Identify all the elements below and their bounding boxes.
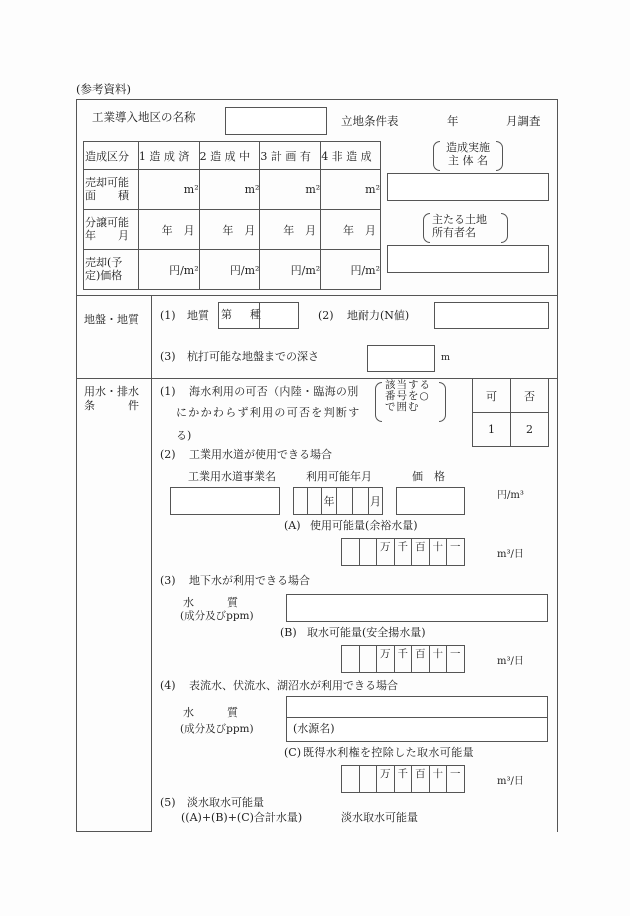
water-item1-number: (1) — [160, 385, 176, 398]
column-header-in-development: 2 造 成 中 — [199, 142, 260, 170]
sale-date-cell[interactable]: 年 月 — [138, 210, 199, 250]
sub-label-c-number: (C) — [284, 746, 301, 759]
digit-cell[interactable] — [359, 766, 377, 793]
groundwater-quality-input[interactable] — [286, 594, 548, 622]
digit-cell[interactable] — [342, 766, 360, 793]
sale-price-cell[interactable]: 円/m² — [321, 250, 381, 290]
available-date-input[interactable] — [293, 487, 383, 515]
water-item5-title: 淡水取水可能量 — [187, 796, 264, 809]
ground-item3-number: (3) — [160, 350, 176, 363]
sub-label-b: 取水可能量(安全揚水量) — [307, 626, 426, 639]
label-cell-bottom-border — [76, 831, 152, 832]
table-row — [84, 210, 381, 250]
year-char: 年 — [322, 488, 337, 515]
table-row — [84, 142, 381, 170]
quantity-b-digits[interactable] — [341, 645, 465, 673]
industrial-water-name-input[interactable] — [170, 487, 280, 515]
water-item4-number: (4) — [160, 679, 176, 692]
quantity-a-unit: m³/日 — [497, 549, 524, 560]
water-section-label-line2: 条 件 — [84, 399, 139, 412]
developer-label: 造成実施 主 体 名 — [446, 141, 490, 168]
bearing-capacity-input[interactable] — [434, 302, 549, 329]
digit-cell-ten-thousands[interactable]: 万 — [377, 646, 395, 673]
surface-water-quality-sub: (成分及びppm) — [180, 723, 254, 735]
quantity-c-digits[interactable] — [341, 765, 465, 793]
ground-item1-label: 地質 — [187, 309, 209, 322]
table-row — [84, 170, 381, 210]
sellable-area-cell[interactable]: m² — [260, 170, 321, 210]
row-header-sellable-area: 売却可能 面 積 — [84, 170, 139, 210]
column-header-developed: 1 造 成 済 — [138, 142, 199, 170]
owner-label: 主たる土地 所有者名 — [432, 213, 487, 240]
digit-cell-ten-thousands[interactable]: 万 — [377, 539, 395, 566]
section-divider — [76, 295, 558, 296]
water-item4-title: 表流水、伏流水、湖沼水が利用できる場合 — [189, 679, 398, 692]
right-bracket-icon — [496, 141, 503, 171]
development-table — [83, 141, 381, 290]
left-bracket-icon — [423, 213, 430, 243]
total-water-label: ((A)+(B)+(C)合計水量) — [181, 811, 303, 824]
water-item1-text-line3: る) — [176, 429, 192, 442]
area-name-label: 工業導入地区の名称 — [92, 110, 196, 124]
digit-cell-tens[interactable]: 十 — [429, 766, 447, 793]
water-item3-number: (3) — [160, 574, 176, 587]
industrial-water-name-label: 工業用水道事業名 — [188, 470, 276, 483]
digit-cell[interactable] — [359, 539, 377, 566]
groundwater-quality-sub: (成分及びppm) — [180, 610, 254, 622]
groundwater-quality-label: 水 質 — [183, 596, 238, 609]
sale-price-cell[interactable]: 円/m² — [138, 250, 199, 290]
quantity-a-digits[interactable] — [341, 538, 465, 566]
soil-type-prefix: 第 — [221, 308, 232, 321]
column-header-undeveloped: 4 非 造 成 — [321, 142, 381, 170]
row-header-category: 造成区分 — [84, 142, 139, 170]
sellable-area-cell[interactable]: m² — [321, 170, 381, 210]
sub-label-a: 使用可能量(余裕水量) — [310, 519, 418, 532]
option-no-label: 否 — [511, 379, 549, 413]
digit-cell-hundreds[interactable]: 百 — [412, 539, 430, 566]
month-char: 月 — [369, 488, 383, 515]
sub-label-a-number: (A) — [284, 519, 301, 532]
sale-date-cell[interactable]: 年 月 — [260, 210, 321, 250]
sub-label-c: 既得水利権を控除した取水可能量 — [303, 746, 474, 759]
surface-water-quality-label: 水 質 — [183, 706, 238, 719]
price-unit: 円/m³ — [497, 490, 524, 501]
sub-label-b-number: (B) — [280, 626, 297, 639]
table-row — [84, 250, 381, 290]
digit-cell-thousands[interactable]: 千 — [394, 646, 412, 673]
water-item2-title: 工業用水道が使用できる場合 — [189, 448, 332, 461]
pile-depth-unit: m — [441, 352, 451, 363]
seawater-options-table — [472, 378, 549, 447]
sellable-area-cell[interactable]: m² — [138, 170, 199, 210]
developer-input[interactable] — [387, 173, 549, 201]
water-item1-text-line1: 海水利用の可否（内陸・臨海の別 — [189, 385, 359, 398]
owner-input[interactable] — [387, 245, 549, 273]
digit-cell-tens[interactable]: 十 — [429, 646, 447, 673]
digit-cell-ten-thousands[interactable]: 万 — [377, 766, 395, 793]
reference-label: (参考資料) — [76, 82, 131, 96]
sale-date-cell[interactable]: 年 月 — [321, 210, 381, 250]
water-section-label-line1: 用水・排水 — [84, 385, 139, 398]
water-item2-number: (2) — [160, 448, 176, 461]
ground-item2-label: 地耐力(N値) — [347, 309, 410, 322]
digit-cell-ones[interactable]: 一 — [447, 539, 465, 566]
area-name-input[interactable] — [225, 107, 327, 135]
pile-depth-input[interactable] — [367, 345, 435, 372]
water-item3-title: 地下水が利用できる場合 — [189, 574, 310, 587]
column-header-planned: 3 計 画 有 — [260, 142, 321, 170]
digit-cell[interactable] — [342, 539, 360, 566]
soil-type-field[interactable] — [218, 302, 299, 329]
frame-right-border — [557, 99, 558, 832]
left-bracket-icon — [375, 382, 382, 422]
ground-item3-label: 杭打可能な地盤までの深さ — [187, 350, 319, 363]
right-bracket-icon — [439, 382, 446, 422]
sale-date-cell[interactable]: 年 月 — [199, 210, 260, 250]
sale-price-cell[interactable]: 円/m² — [199, 250, 260, 290]
available-date-label: 利用可能年月 — [306, 470, 372, 483]
survey-month-label: 月調査 — [506, 114, 541, 128]
row-header-sale-date: 分譲可能 年 月 — [84, 210, 139, 250]
digit-cell-hundreds[interactable]: 百 — [412, 646, 430, 673]
selection-note: 該当する 番号を○ で囲む — [385, 379, 431, 414]
sellable-area-cell[interactable]: m² — [199, 170, 260, 210]
frame-top-border — [76, 99, 558, 100]
survey-year-label: 年 — [447, 114, 459, 128]
digit-cell-thousands[interactable]: 千 — [394, 766, 412, 793]
quantity-b-unit: m³/日 — [497, 656, 524, 667]
surface-water-quality-input[interactable] — [286, 696, 548, 742]
water-item1-text-line2: にかかわらず利用の可否を判断す — [176, 406, 361, 419]
digit-cell[interactable] — [342, 646, 360, 673]
digit-cell-ones[interactable]: 一 — [447, 766, 465, 793]
ground-item2-number: (2) — [318, 309, 334, 322]
option-yes-code[interactable]: 1 — [473, 413, 511, 447]
ground-item1-number: (1) — [160, 309, 176, 322]
price-label: 価 格 — [412, 470, 445, 483]
option-no-code[interactable]: 2 — [511, 413, 549, 447]
quantity-c-unit: m³/日 — [497, 776, 524, 787]
digit-cell[interactable] — [359, 646, 377, 673]
sale-price-cell[interactable]: 円/m² — [260, 250, 321, 290]
right-bracket-icon — [501, 213, 508, 243]
digit-cell-thousands[interactable]: 千 — [394, 539, 412, 566]
digit-cell-tens[interactable]: 十 — [429, 539, 447, 566]
freshwater-result-label: 淡水取水可能量 — [341, 811, 418, 824]
frame-left-border — [76, 99, 77, 832]
row-header-sale-price: 売却(予 定)価格 — [84, 250, 139, 290]
digit-cell-hundreds[interactable]: 百 — [412, 766, 430, 793]
label-column-divider — [151, 295, 152, 832]
price-input[interactable] — [396, 487, 465, 515]
water-item5-number: (5) — [160, 796, 176, 809]
digit-cell-ones[interactable]: 一 — [447, 646, 465, 673]
option-yes-label: 可 — [473, 379, 511, 413]
ground-section-label: 地盤・地質 — [84, 313, 139, 326]
table-title: 立地条件表 — [341, 114, 399, 128]
water-source-label: (水源名) — [293, 722, 335, 735]
soil-type-suffix: 種 — [250, 308, 261, 321]
